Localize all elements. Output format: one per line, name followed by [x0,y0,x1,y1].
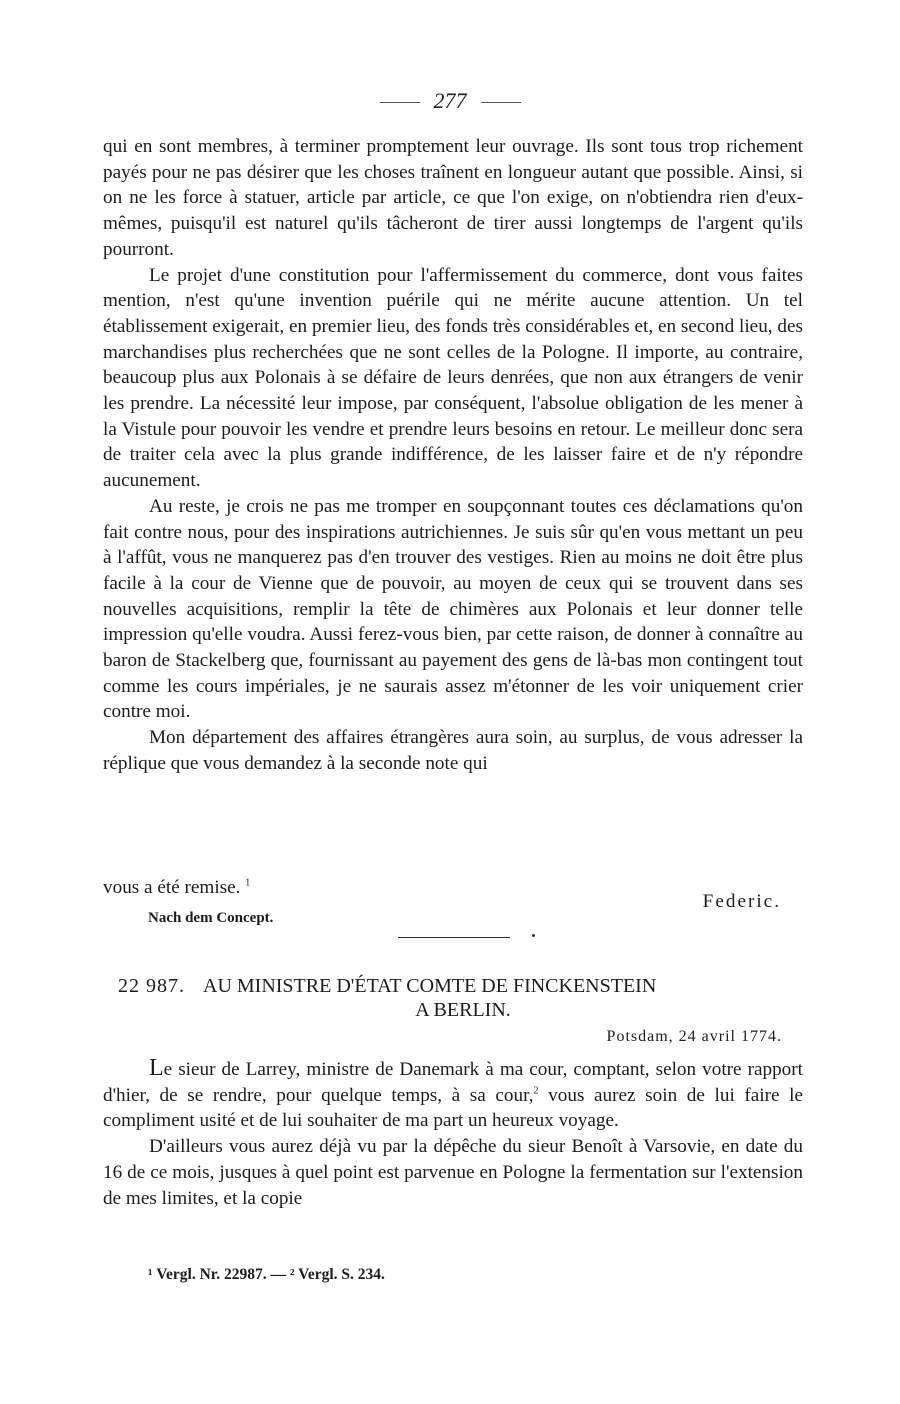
paragraph-larrey-end: vous aurez soin de lui faire le compliment usité et de lui souhaiter de ma part un heureux voyage. [103,1084,804,1132]
paragraph-larrey-text: e sieur de Larrey, ministre de Danemark à ma cour, comptant, selon votre rapport d'hier, de se rendre, pour quelque temps, à sa cour, [103,1059,803,1106]
paragraph-benoit: D'ailleurs vous aurez déjà vu par la dépêche du sieur Benoît à Varsovie, en date du 16 de ce mois, jusques à quel point est parvenue en Pologne la fermentation sur l'extension de mes limites, et la copie [103,1136,803,1209]
separator-dot [532,934,535,937]
paragraph-foreign-department: Mon département des affaires étrangères aura soin, au surplus, de vous adresser la réplique que vous demandez à la seconde note qui [103,727,803,774]
signature: Federic. [702,891,781,912]
paragraph-larrey [103,1056,803,1134]
date: 24 avril 1774. [678,1028,782,1045]
heading-line-1: AU MINISTRE D'ÉTAT COMTE DE FINCKENSTEIN [203,975,657,997]
letter2-body [103,1056,803,1211]
letter-heading [118,974,808,1022]
page-header [0,88,900,114]
closing-text: vous a été remise. [103,877,241,898]
letter-body [103,134,803,777]
footnote-marker-2: 2 [533,1085,539,1097]
closing-line [103,877,250,899]
place: Potsdam, [606,1028,674,1045]
footnotes: ¹ Vergl. Nr. 22987. — ² Vergl. S. 234. [148,1266,385,1283]
source-note: Nach dem Concept. [148,910,274,926]
paragraph-commerce: Le projet d'une constitution pour l'affermissement du commerce, dont vous faites mention, n'est qu'une invention puérile qui ne mérite aucune attention. Un tel établissement exigerait, en premier lieu, des fonds très considérables et, en second lieu, des marchandises plus recherchées que ne sont celles de la Pologne. Il importe, au contraire, beaucoup plus aux Polonais à se défaire de leurs denrées, que non aux étrangers de venir les prendre. La nécessité leur impose, par conséquent, l'absolue obligation de les mener à la Vistule pour pouvoir les vendre et prendre leurs besoins en retour. Le meilleur donc sera de traiter cela avec la plus grande indifférence, de les laisser faire et de n'y répondre aucunement. [103,264,803,492]
initial-letter: L [149,1055,164,1081]
section-separator [398,937,510,938]
letter-number: 22 987. [118,975,185,997]
paragraph-austrian-inspirations: Au reste, je crois ne pas me tromper en soupçonnant toutes ces déclamations qu'on fait contre nous, pour des inspirations autrichiennes. Je suis sûr qu'en vous mettant un peu à l'affût, vous ne manquerez pas d'en trouver des vestiges. Rien au moins ne doit être plus facile à la cour de Vienne que de pouvoir, au moyen de ceux qui se trouvent dans ses nouvelles acquisitions, remplir la tête de chimères aux Polonais et leur donner telle impression qu'elle voudra. Aussi ferez-vous bien, par cette raison, de donner à connaître au baron de Stackelberg que, fournissant au payement des gens de là-bas mon contingent tout comme les cours impériales, je ne saurais assez m'étonner de les voir uniquement crier contre moi. [103,495,803,723]
header-rule-right [481,102,521,103]
page-number: 277 [433,88,467,113]
place-date [607,1028,782,1046]
header-rule-left [380,102,420,103]
heading-line-2: A BERLIN. [415,999,511,1021]
paragraph-continuation: qui en sont membres, à terminer promptement leur ouvrage. Ils sont tous trop richement payés pour ne pas désirer que les choses traînent en longueur autant que possible. Ainsi, si on ne les force à statuer, article par article, ce que l'on exige, on n'obtiendra rien d'eux-mêmes, puisqu'il est naturel qu'ils tâcheront de tirer aussi longtemps de l'argent qu'ils pourront. [103,136,803,260]
footnote-marker-1: 1 [245,877,251,889]
